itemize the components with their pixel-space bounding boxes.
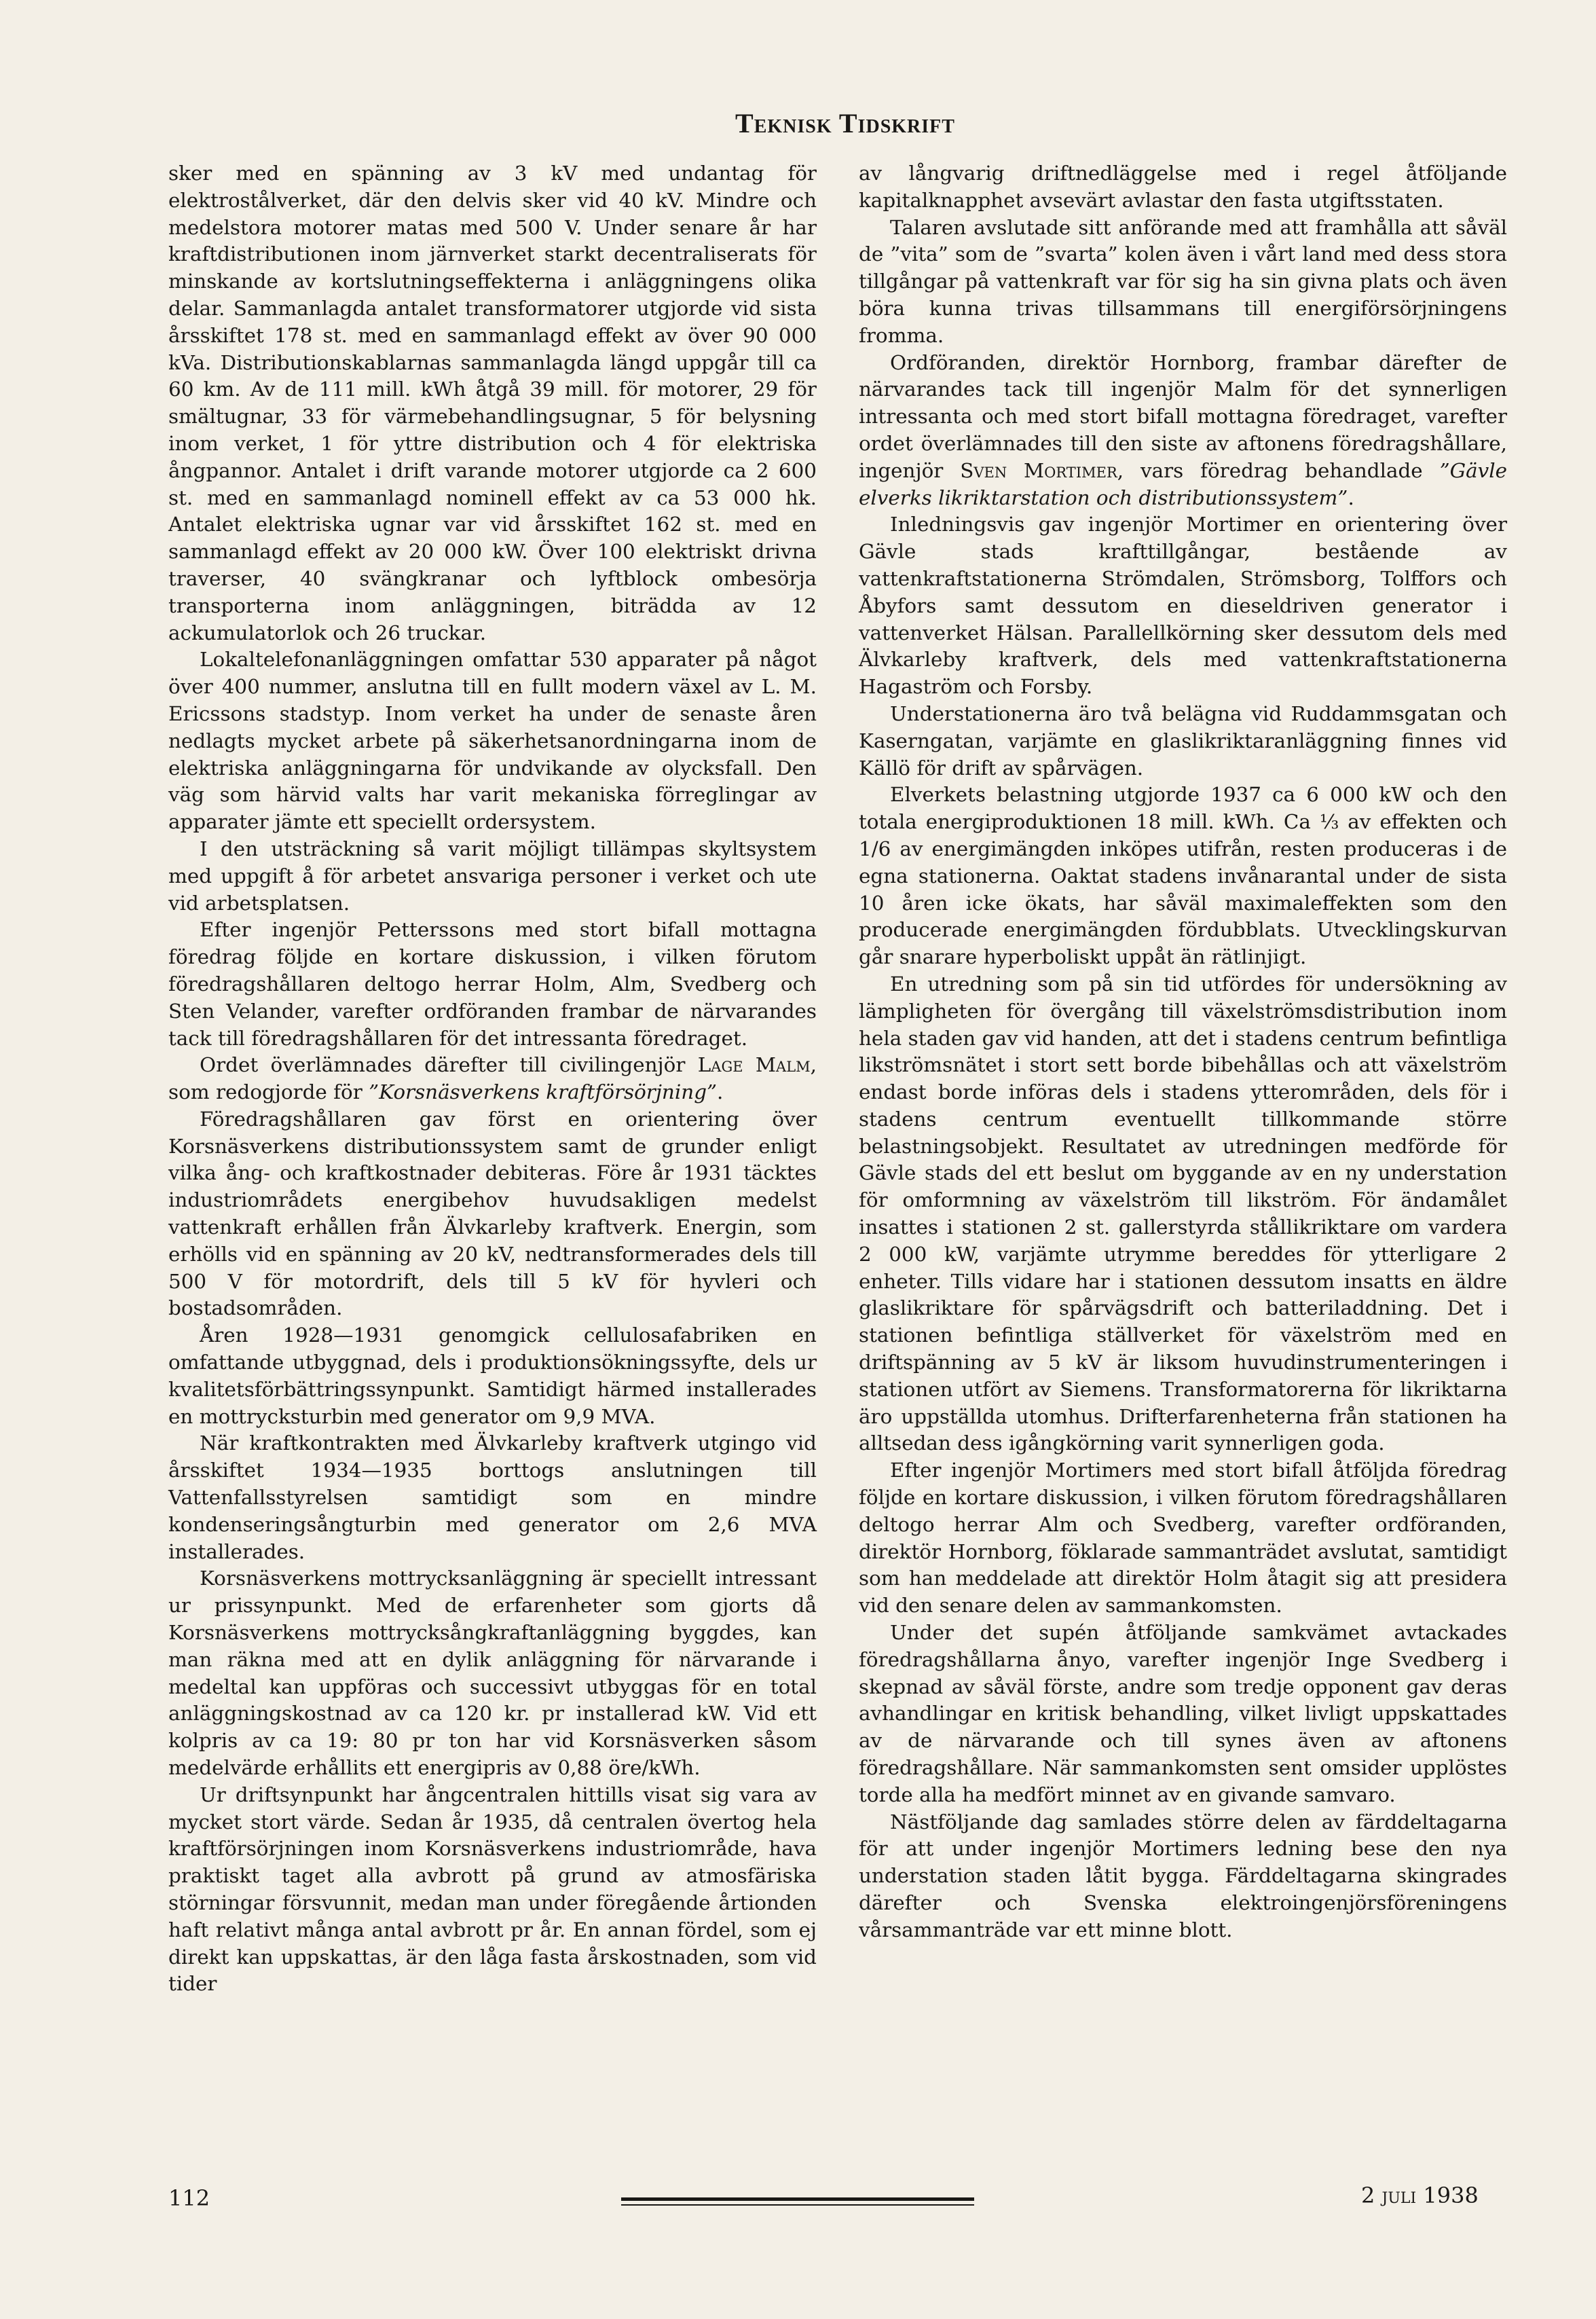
- text-run: En utredning som på sin tid utfördes för undersökning av lämpligheten för övergång till växelströmsdistribution inom hela staden gav vid handen, att det i stadens centrum befintliga likströmsnätet i stort sett borde bibehållas och att växelström endast borde införas dels i stadens ytterområden, dels för i stadens centrum eventuellt tillkommande större belastningsobjekt. Resultatet av utredningen medförde för Gävle stads del ett beslut om byggande av en ny understation för omformning av växelström till likström. För ändamålet insattes i stationen 2 st. gallerstyrda stållikriktare om vardera 2 000 kW, varjämte utrymme bereddes för ytterligare 2 enheter. Tills vidare har i stationen dessutom insatts en äldre glaslikriktare för spårvägsdrift och batteriladdning. Det i stationen befintliga ställverket för växelström med en driftspänning av 5 kV är liksom huvudinstrumenteringen i stationen utfört av Siemens. Transformatorerna för likriktarna äro uppställda utomhus. Drifterfarenheterna från stationen ha alltsedan dess igångkörning varit synnerligen goda.: [859, 972, 1507, 1455]
- paragraph: [859, 160, 1507, 215]
- text-run: , vars föredrag behandlade: [1117, 458, 1440, 482]
- text-run: .: [1348, 486, 1354, 509]
- paragraph: [168, 836, 817, 917]
- paragraph: [168, 917, 817, 1052]
- text-run: Understationerna äro två belägna vid Ruddammsgatan och Kaserngatan, varjämte en glaslikriktaranläggning finnes vid Källö för drift av spårvägen.: [859, 701, 1507, 780]
- paragraph: [168, 646, 817, 836]
- text-run: Talaren avslutade sitt anförande med att framhålla att såväl de ”vita” som de ”svarta” kolen även i vårt land med dess stora tillgångar på vattenkraft var för sig ha sin givna plats och även böra kunna trivas tillsammans till energiförsörjningens fromma.: [859, 215, 1507, 347]
- left-text-column: [168, 160, 817, 1998]
- text-run: Föredragshållaren gav först en orientering över Korsnäsverkens distributionssystem samt de grunder enligt vilka ång- och kraftkostnader debiteras. Före år 1931 täcktes industriområdets energibehov huvudsakligen medelst vattenkraft erhållen från Älvkarleby kraftverk. Energin, som erhölls vid en spänning av 20 kV, nedtransformerades dels till 500 V för motordrift, dels till 5 kV för hyvleri och bostadsområden.: [168, 1107, 817, 1320]
- paragraph: [168, 160, 817, 646]
- footer-rule-thick: [621, 2197, 974, 2201]
- paragraph: [859, 215, 1507, 350]
- paragraph: [168, 1782, 817, 1998]
- text-run: När kraftkontrakten med Älvkarleby kraftverk utgingo vid årsskiftet 1934—1935 borttogs anslutningen till Vattenfallsstyrelsen samtidigt som en mindre kondenseringsångturbin med generator om 2,6 MVA installerades.: [168, 1431, 817, 1563]
- paragraph: [168, 1430, 817, 1565]
- issue-date: 2 juli 1938: [1361, 2183, 1479, 2208]
- lecture-title: ”Korsnäsverkens kraftförsörjning”: [369, 1080, 718, 1104]
- text-run: .: [717, 1080, 724, 1104]
- text-run: I den utsträckning så varit möjligt tillämpas skyltsystem med uppgift å för arbetet ansvariga personer i verket och ute vid arbetsplatsen.: [168, 837, 817, 915]
- paragraph: [168, 1106, 817, 1322]
- text-run: Inledningsvis gav ingenjör Mortimer en orientering över Gävle stads krafttillgångar, bestående av vattenkraftstationerna Strömdalen, Strömsborg, Tolffors och Åbyfors samt dessutom en dieseldriven generator i vattenverket Hälsan. Parallellkörning sker dessutom dels med Älvkarleby kraftverk, dels med vattenkraftstationerna Hagaström och Forsby.: [859, 513, 1507, 699]
- text-run: Efter ingenjör Mortimers med stort bifall åtföljda föredrag följde en kortare diskussion, i vilken förutom föredragshållaren deltogo herrar Alm och Svedberg, varefter ordföranden, direktör Hornborg, föklarade sammanträdet avslutat, samtidigt som han meddelade att direktör Holm åtagit sig att presidera vid den senare delen av sammankomsten.: [859, 1459, 1507, 1618]
- paragraph: [168, 1052, 817, 1106]
- text-run: Åren 1928—1931 genomgick cellulosafabriken en omfattande utbyggnad, dels i produktionsökningssyfte, dels ur kvalitetsförbättringssynpunkt. Samtidigt härmed installerades en mottrycksturbin med generator om 9,9 MVA.: [168, 1323, 817, 1428]
- paragraph: [859, 511, 1507, 701]
- text-run: Elverkets belastning utgjorde 1937 ca 6 000 kW och den totala energiproduktionen 18 mill. kWh. Ca ⅓ av effekten och 1/6 av energimängden inköpes utifrån, resten produceras i de egna stationerna. Oaktat stadens invånarantal under de sista 10 åren icke ökats, har såväl maximaleffekten som den producerade energimängden fördubblats. Utvecklingskurvan går snarare hyperboliskt uppåt än rätlinjigt.: [859, 783, 1507, 969]
- paragraph: [859, 971, 1507, 1457]
- text-run: sker med en spänning av 3 kV med undantag för elektrostålverket, där den delvis sker vid 40 kV. Mindre och medelstora motorer matas med 500 V. Under senare år har kraftdistributionen inom järnverket starkt decentraliserats för minskande av kortslutningseffekterna i anläggningens olika delar. Sammanlagda antalet transformatorer utgjorde vid sista årsskiftet 178 st. med en sammanlagd effekt av över 90 000 kVa. Distributionskablarnas sammanlagda längd uppgår till ca 60 km. Av de 111 mill. kWh åtgå 39 mill. för motorer, 29 för smältugnar, 33 för värmebehandlingsugnar, 5 för belysning inom verket, 1 för yttre distribution och 4 för elektriska ångpannor. Antalet i drift varande motorer utgjorde ca 2 600 st. med en sammanlagd nominell effekt av ca 53 000 hk. Antalet elektriska ugnar var vid årsskiftet 162 st. med en sammanlagd effekt av 20 000 kW. Över 100 elektriskt drivna traverser, 40 svängkranar och lyftblock ombesörja transporterna inom anläggningen, biträdda av 12 ackumulatorlok och 26 truckar.: [168, 162, 817, 644]
- page-number: 112: [168, 2185, 210, 2211]
- paragraph: [859, 1809, 1507, 1944]
- text-run: Efter ingenjör Petterssons med stort bifall mottagna föredrag följde en kortare diskussion, i vilken förutom föredragshållaren deltogo herrar Holm, Alm, Svedberg och Sten Velander, varefter ordföranden frambar de närvarandes tack till föredragshållaren för det intressanta föredraget.: [168, 918, 817, 1050]
- paragraph: [859, 782, 1507, 971]
- text-run: Korsnäsverkens mottrycksanläggning är speciellt intressant ur prissynpunkt. Med de erfarenheter som gjorts då Korsnäsverkens mottrycksångkraftanläggning byggdes, kan man räkna med att en dylik anläggning för närvarande i medeltal kan uppföras och successivt utbyggas för en total anläggningskostnad av ca 120 kr. pr installerad kW. Vid ett kolpris av ca 19: 80 pr ton har vid Korsnäsverken såsom medelvärde erhållits ett energipris av 0,88 öre/kWh.: [168, 1567, 817, 1780]
- paragraph: [859, 701, 1507, 782]
- paragraph: [859, 1620, 1507, 1809]
- text-run: Nästföljande dag samlades större delen av färddeltagarna för att under ingenjör Mortimers ledning bese den nya understation staden låtit bygga. Färddeltagarna skingrades därefter och Svenska elektroingenjörsföreningens vårsammanträde var ett minne blott.: [859, 1810, 1507, 1941]
- text-run: Ur driftsynpunkt har ångcentralen hittills visat sig vara av mycket stort värde. Sedan år 1935, då centralen övertog hela kraftförsörjningen inom Korsnäsverkens industriområde, hava praktiskt taget alla avbrott på grund av atmosfäriska störningar försvunnit, medan man under föregående årtionden haft relativt många antal avbrott pr år. En annan fördel, som ej direkt kan uppskattas, är den låga fasta årskostnaden, som vid tider: [168, 1783, 817, 1996]
- speaker-name: Lage Malm: [697, 1053, 811, 1077]
- text-run: Lokaltelefonanläggningen omfattar 530 apparater på något över 400 nummer, anslutna till en fullt modern växel av L. M. Ericssons stadstyp. Inom verket ha under de senaste åren nedlagts mycket arbete på säkerhetsanordningarna inom de elektriska anläggningarna för undvikande av olycksfall. Den väg som härvid valts har varit mekaniska förreglingar av apparater jämte ett speciellt ordersystem.: [168, 648, 817, 834]
- text-run: Ordet överlämnades därefter till civilingenjör: [200, 1053, 698, 1077]
- journal-masthead: Teknisk Tidskrift: [735, 108, 955, 139]
- paragraph: [859, 1457, 1507, 1620]
- footer-rule-thin: [621, 2204, 974, 2206]
- paragraph: [859, 350, 1507, 512]
- paragraph: [168, 1565, 817, 1781]
- paragraph: [168, 1322, 817, 1430]
- lecture-title: ”Gävle elverks likriktarstation och distributionssystem”: [859, 458, 1508, 509]
- text-run: , som redogjorde för: [168, 1053, 817, 1104]
- text-run: Under det supén åtföljande samkvämet avtackades föredragshållarna ånyo, varefter ingenjör Inge Svedberg i skepnad av såväl förste, andre som tredje opponent gav deras avhandlingar en kritisk behandling, vilket livligt uppskattades av de närvarande och till synes även av aftonens föredragshållare. När sammankomsten sent omsider upplöstes torde alla ha medfört minnet av en givande samvaro.: [859, 1621, 1507, 1806]
- right-text-column: [859, 160, 1507, 1944]
- text-run: av långvarig driftnedläggelse med i regel åtföljande kapitalknapphet avsevärt avlastar den fasta utgiftsstaten.: [859, 162, 1507, 212]
- speaker-name: Sven Mortimer: [960, 458, 1117, 482]
- text-run: Ordföranden, direktör Hornborg, frambar därefter de närvarandes tack till ingenjör Malm för det synnerligen intressanta och med stort bifall mottagna föredraget, varefter ordet överlämnades till den siste av aftonens föredragshållare, ingenjör: [859, 350, 1507, 482]
